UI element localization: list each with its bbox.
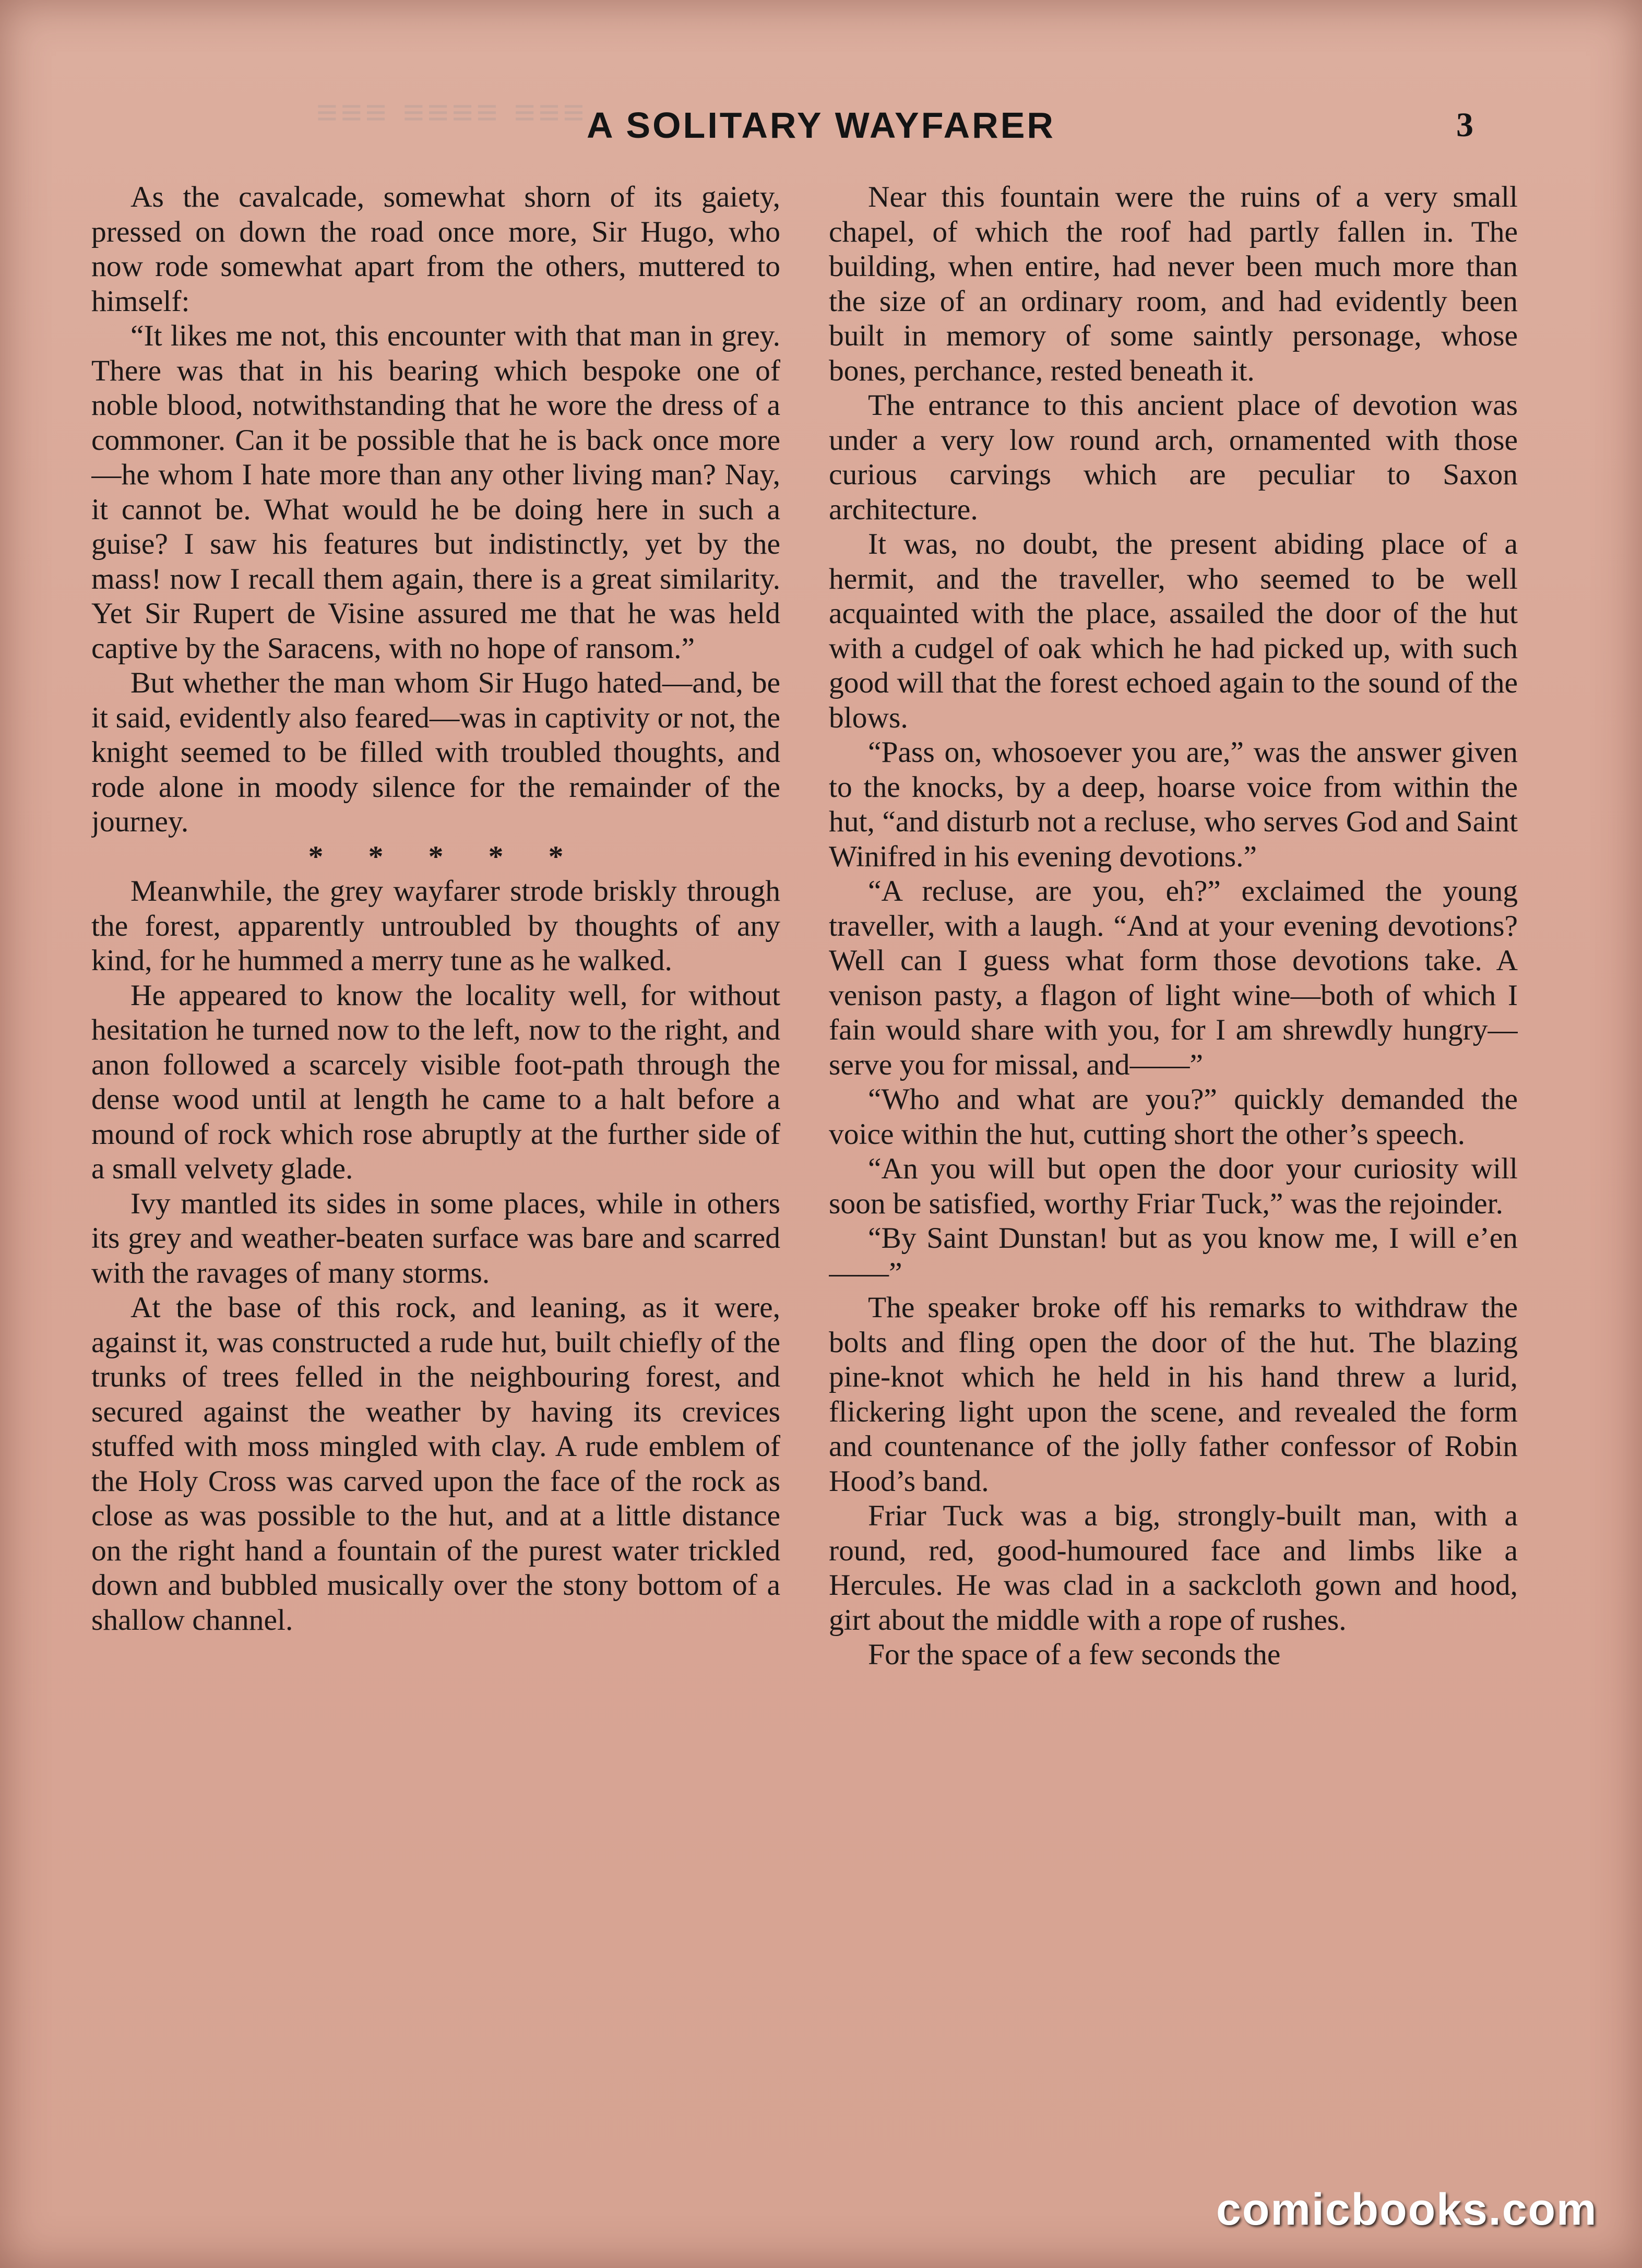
running-header	[0, 104, 1642, 151]
site-watermark: comicbooks.com	[1216, 2185, 1598, 2235]
paragraph: As the cavalcade, somewhat shorn of its gaiety, pressed on down the road once more, Sir Hugo, who now rode somewhat apart from the others, muttered to himself:	[91, 181, 780, 318]
header-title: A SOLITARY WAYFARER	[587, 105, 1055, 146]
paragraph: “A recluse, are you, eh?” exclaimed the young traveller, with a laugh. “And at your evening devotions? Well can I guess what form those devotions take. A venison pasty, a flagon of light wine—both of which I fain would share with you, for I am shrewdly hungry—serve you for missal, and——”	[829, 875, 1518, 1081]
section-break: * * * * *	[308, 840, 564, 873]
paragraph: “By Saint Dunstan! but as you know me, I will e’en——”	[829, 1222, 1518, 1290]
paragraph: The entrance to this ancient place of devotion was under a very low round arch, ornamented with those curious carvings which are peculiar to Saxon architecture.	[829, 389, 1518, 526]
paragraph: At the base of this rock, and leaning, as it were, against it, was constructed a rude hut, built chiefly of the trunks of trees felled in the neighbouring forest, and secured against the weather by having its crevices stuffed with moss mingled with clay. A rude emblem of the Holy Cross was carved upon the face of the rock as close as was possible to the hut, and at a little distance on the right hand a fountain of the purest water trickled down and bubbled musically over the stony bottom of a shallow channel.	[91, 1291, 780, 1637]
paragraph: Friar Tuck was a big, strongly-built man, with a round, red, good-humoured face and limbs like a Hercules. He was clad in a sackcloth gown and hood, girt about the middle with a rope of rushes.	[829, 1499, 1518, 1637]
paragraph: “Who and what are you?” quickly demanded the voice within the hut, cutting short the other’s speech.	[829, 1083, 1518, 1151]
bleed-through-text: ≡≡≡ ≡≡≡≡ ≡≡≡	[313, 92, 585, 133]
paragraph: He appeared to know the locality well, for without hesitation he turned now to the left, now to the right, and anon followed a scarcely visible foot-path through the dense wood until at length he came to a halt before a mound of rock which rose abruptly at the further side of a small velvety glade.	[91, 978, 780, 1185]
paragraph: But whether the man whom Sir Hugo hated—and, be it said, evidently also feared—was in captivity or not, the knight seemed to be filled with troubled thoughts, and rode alone in moody silence for the remainder of the journey.	[91, 666, 780, 838]
paragraph: “Pass on, whosoever you are,” was the answer given to the knocks, by a deep, hoarse voice from within the hut, “and disturb not a recluse, who serves God and Saint Winifred in his evening devotions.”	[829, 736, 1518, 873]
right-column	[829, 180, 1518, 2142]
paragraph: The speaker broke off his remarks to withdraw the bolts and fling open the door of the hut. The blazing pine-knot which he held in his hand threw a lurid, flickering light upon the scene, and revealed the form and countenance of the jolly father confessor of Robin Hood’s band.	[829, 1291, 1518, 1498]
paragraph: Ivy mantled its sides in some places, while in others its grey and weather-beaten surface was bare and scarred with the ravages of many storms.	[91, 1187, 780, 1290]
paragraph: It was, no doubt, the present abiding place of a hermit, and the traveller, who seemed to be well acquainted with the place, assailed the door of the hut with a cudgel of oak which he had picked up, with such good will that the forest echoed again to the sound of the blows.	[829, 528, 1518, 734]
paragraph: “An you will but open the door your curiosity will soon be satisfied, worthy Friar Tuck,” was the rejoinder.	[829, 1152, 1518, 1220]
paragraph: “It likes me not, this encounter with that man in grey. There was that in his bearing which bespoke one of noble blood, notwithstanding that he wore the dress of a commoner. Can it be possible that he is back once more—he whom I hate more than any other living man? Nay, it cannot be. What would he be doing here in such a guise? I saw his features but indistinctly, yet by the mass! now I recall them again, there is a great similarity. Yet Sir Rupert de Visine assured me that he was held captive by the Saracens, with no hope of ransom.”	[91, 319, 780, 665]
paragraph: For the space of a few seconds the	[868, 1638, 1281, 1671]
paragraph: Meanwhile, the grey wayfarer strode briskly through the forest, apparently untroubled by thoughts of any kind, for he hummed a merry tune as he walked.	[91, 875, 780, 977]
left-column	[91, 180, 780, 2142]
page-number: 3	[1456, 106, 1473, 144]
paragraph: Near this fountain were the ruins of a very small chapel, of which the roof had partly fallen in. The building, when entire, had never been much more than the size of an ordinary room, and had evidently been built in memory of some saintly personage, whose bones, perchance, rested beneath it.	[829, 181, 1518, 387]
